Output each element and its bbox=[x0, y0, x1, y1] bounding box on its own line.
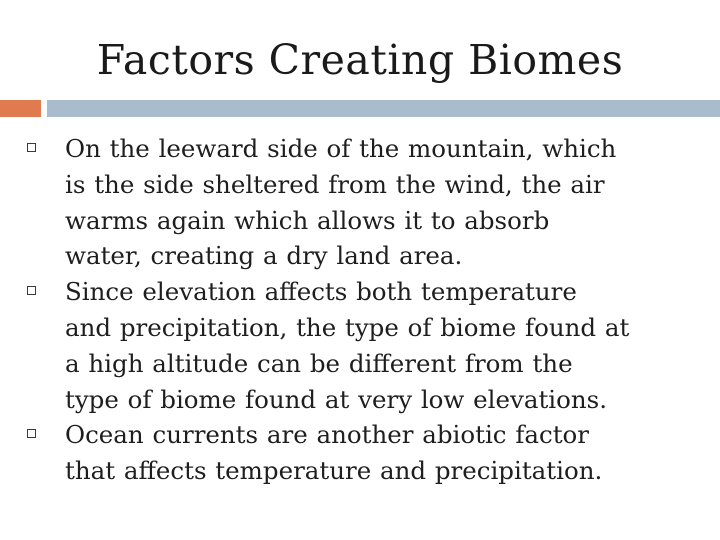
bullet-line: Since elevation affects both temperature bbox=[65, 277, 577, 307]
bullet-item bbox=[24, 131, 714, 274]
accent-bar-left bbox=[0, 100, 41, 117]
bullet-item bbox=[24, 274, 714, 417]
bullet-line: type of biome found at very low elevations. bbox=[65, 384, 608, 414]
bullet-line: Ocean currents are another abiotic factor bbox=[65, 420, 590, 450]
square-bullet-icon bbox=[27, 143, 36, 152]
slide-title: Factors Creating Biomes bbox=[96, 36, 624, 84]
bullet-line: On the leeward side of the mountain, which bbox=[65, 134, 617, 163]
bullet-list bbox=[24, 131, 714, 489]
square-bullet-icon bbox=[27, 429, 36, 438]
bullet-line: is the side sheltered from the wind, the air bbox=[65, 169, 605, 199]
bullet-line: and precipitation, the type of biome found at bbox=[65, 312, 630, 342]
bullet-line: warms again which allows it to absorb bbox=[65, 205, 550, 235]
bullet-line: water, creating a dry land area. bbox=[65, 241, 463, 271]
square-bullet-icon bbox=[27, 286, 36, 295]
bullet-line: a high altitude can be different from the bbox=[65, 348, 573, 378]
accent-bar-right bbox=[47, 100, 720, 117]
bullet-line: that affects temperature and precipitation. bbox=[65, 456, 603, 486]
bullet-item bbox=[24, 417, 714, 489]
